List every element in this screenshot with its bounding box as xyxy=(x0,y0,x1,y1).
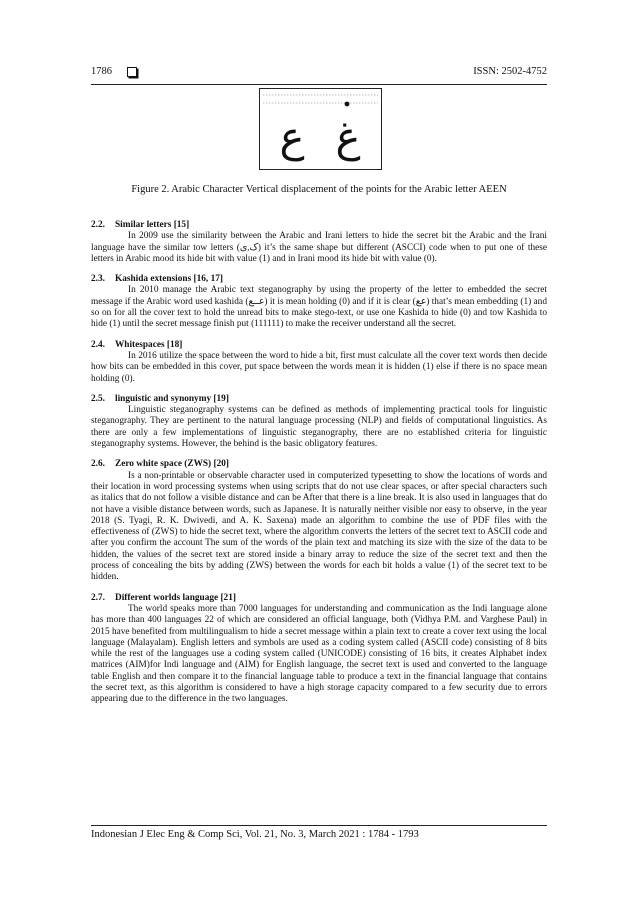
section-title: Kashida extensions [16, 17] xyxy=(115,274,223,285)
section-heading xyxy=(91,220,547,231)
arabic-letter-figure xyxy=(259,88,382,170)
section-number: 2.5. xyxy=(91,393,105,404)
journal-citation: Indonesian J Elec Eng & Comp Sci, Vol. 21, No. 3, March 2021 : 1784 - 1793 xyxy=(91,829,419,840)
section-title: linguistic and synonymy [19] xyxy=(115,393,229,404)
figure-canvas xyxy=(260,89,381,169)
section-title: Similar letters [15] xyxy=(115,220,190,230)
section-paragraph: In 2010 manage the Arabic text steganography by using the property of the letter to embedded the secret message if the Arabic word used kashida (عــع) it is mean holding (0) and if it is clear (عع) that’s mean embedding (1) and so on for all the cover text to hold the unread bits to make stego-text, or use one Kashida to hide (0) and tow Kashida to hide (1) until the secret message finish put (111111) to make the receiver understand all the secret. xyxy=(91,285,547,330)
section-different-worlds-language xyxy=(91,593,547,706)
page-number: 1786 xyxy=(91,66,112,77)
section-paragraph: The world speaks more than 7000 languages for understanding and communication as the Indi language alone has more than 400 languages 22 of which are considered an official language, both (Vidhya P.M. and Varghese Paul) in 2015 have benefited from multilingualism to hide a secret message within a plain text to create a cover text using the local language (Malayalam). English letters and symbols are used as a coding system called (ASCII code) consisting of 8 bits while the rest of the languages use a coding system called (UNICODE) consisting of 16 bits, it creates Alphabet index matrices (AIM)for Indi language and (AIM) for English language, the secret text is used and converted to the language table English and then compare it to the financial language table to produce a text in the financial language that contains the secret text, as this algorithm is considered to have a high storage capacity compared to a few security due to errors appearing due to the difference in the two languages. xyxy=(91,603,547,705)
section-whitespaces xyxy=(91,340,547,385)
letter-dot xyxy=(345,102,350,107)
section-title: Different worlds language [21] xyxy=(115,592,236,603)
section-number: 2.4. xyxy=(91,339,105,350)
page-header xyxy=(91,66,547,84)
section-heading xyxy=(91,394,547,405)
section-title: Zero white space (ZWS) [20] xyxy=(115,459,229,470)
section-paragraph: In 2016 utilize the space between the word to hide a bit, first must calculate all the cover text words then decide how bits can be embedded in this cover, put space between the words mean it is hidden (1) else if there is no space mean holding (0). xyxy=(91,350,547,384)
article-body xyxy=(91,220,547,715)
section-zero-white-space xyxy=(91,459,547,583)
letter-aeen-right: غ xyxy=(335,112,361,161)
section-paragraph: Is a non-printable or observable character used in computerized typesetting to show the locations of words and their location in word processing systems when using scripts that do not use clear spaces, or after special characters such as italics that do not follow a visible distance and can be After that there is a line break. It is also used in languages that do not have a visible distance between words, such as Japanese. It is naturally neither visible nor easy to observe, in the year 2018 (S. Tyagi, R. K. Dwivedi, and A. K. Saxena) made an algorithm to combine the use of PDF files with the effectiveness of (ZWS) to hide the secret text, where the algorithm converts the letters of the secret text to ASCII code and after you confirm the account The sum of the words of the plain text and matching its size with the size of the data to be hidden, the values of the secret text are stored inside a binary array to reduce the size of the secret text and then the process of concealing the bits by adding (ZWS) between the words for each bit holds a value (1) of the secret text to be hidden. xyxy=(91,470,547,583)
section-paragraph: Linguistic steganography systems can be defined as methods of implementing practical tools for linguistic steganography. They are pertinent to the natural language processing (NLP) and fields of computational linguistics. As there are only a few implementations of linguistic steganography, there are no established criteria for linguistic steganography systems. However, the behind is the basic obligatory features. xyxy=(91,405,547,450)
section-number: 2.2. xyxy=(91,220,105,230)
figure-caption: Figure 2. Arabic Character Vertical displacement of the points for the Arabic letter AEEN xyxy=(131,184,507,195)
issn-label: ISSN: 2502-4752 xyxy=(473,66,547,77)
section-title: Whitespaces [18] xyxy=(115,339,183,350)
section-heading xyxy=(91,459,547,470)
section-similar-letters xyxy=(91,220,547,265)
section-number: 2.7. xyxy=(91,592,105,603)
footer-rule xyxy=(91,825,547,826)
section-heading xyxy=(91,340,547,351)
section-kashida-extensions xyxy=(91,274,547,330)
checkbox-square-icon xyxy=(127,67,137,77)
section-linguistic-synonymy xyxy=(91,394,547,450)
section-number: 2.6. xyxy=(91,459,105,470)
letter-aeen-left: ع xyxy=(279,112,305,161)
section-heading xyxy=(91,593,547,604)
header-rule xyxy=(91,84,547,85)
section-paragraph: In 2009 use the similarity between the Arabic and Irani letters to hide the secret bit the Arabic and the Irani language have the similar tow letters (ک,ی) it’s the same shape but different (ASCCI) code when to put one of these letters in Arabic mood its hide bit with value (1) and in Irani mood its hide bit with value (0). xyxy=(91,231,547,264)
section-heading xyxy=(91,274,547,285)
section-number: 2.3. xyxy=(91,274,105,285)
